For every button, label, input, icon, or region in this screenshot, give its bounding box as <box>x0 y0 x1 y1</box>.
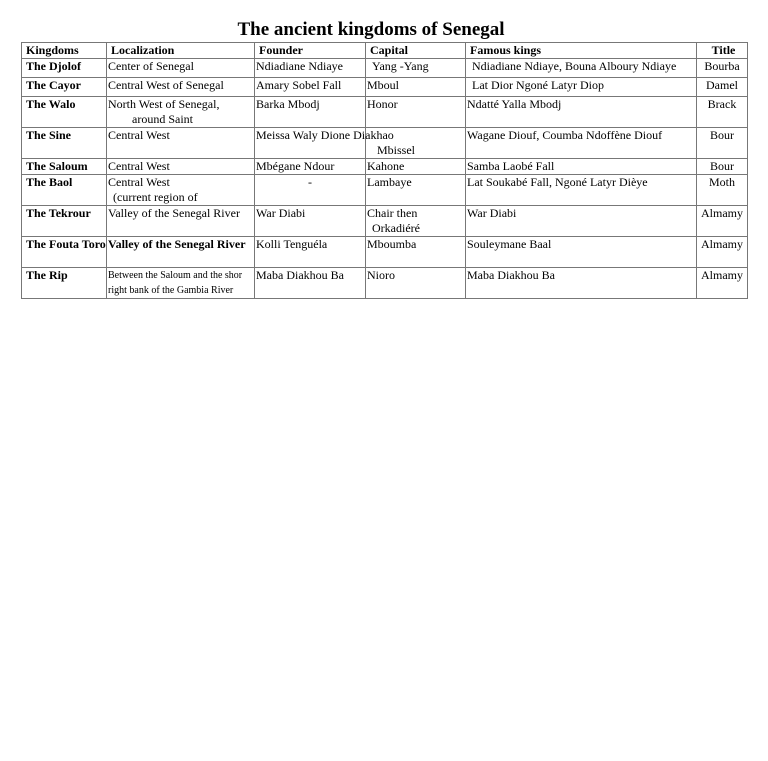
famous-kings-cell <box>466 128 697 159</box>
title-cell: Damel <box>697 78 748 97</box>
capital-line: Mboul <box>367 78 400 92</box>
famous-kings-text: War Diabi <box>467 206 517 220</box>
kingdom-cell: The Tekrour <box>22 206 107 237</box>
kingdom-cell: The Rip <box>22 268 107 299</box>
title-cell: Bourba <box>697 59 748 78</box>
famous-kings-cell <box>466 97 697 128</box>
capital-line: Honor <box>367 97 398 111</box>
capital-cell <box>366 175 466 206</box>
title-cell: Bour <box>697 159 748 175</box>
table-header-row <box>22 43 748 59</box>
table-row <box>22 97 748 128</box>
localization-cell <box>107 237 255 268</box>
capital-cell <box>366 237 466 268</box>
localization-cell <box>107 128 255 159</box>
famous-kings-cell <box>466 268 697 299</box>
title-cell: Almamy <box>697 268 748 299</box>
founder-cell: Amary Sobel Fall <box>255 78 366 97</box>
famous-kings-text: Maba Diakhou Ba <box>467 268 555 282</box>
table-row <box>22 128 748 159</box>
localization-cell <box>107 97 255 128</box>
famous-kings-cell <box>466 78 697 97</box>
kingdom-cell: The Fouta Toro <box>22 237 107 268</box>
famous-kings-cell <box>466 59 697 78</box>
header-kingdoms: Kingdoms <box>22 43 107 59</box>
kingdom-cell: The Baol <box>22 175 107 206</box>
capital-cell <box>366 97 466 128</box>
founder-cell: Barka Mbodj <box>255 97 366 128</box>
localization-line: Central West <box>108 128 170 142</box>
capital-cell <box>366 159 466 175</box>
header-localization: Localization <box>107 43 255 59</box>
founder-cell: Ndiadiane Ndiaye <box>255 59 366 78</box>
localization-cell <box>107 175 255 206</box>
header-capital: Capital <box>366 43 466 59</box>
title-cell: Bour <box>697 128 748 159</box>
capital-line: Orkadiéré <box>372 221 420 235</box>
page-title: The ancient kingdoms of Senegal <box>237 19 505 40</box>
capital-line: Mboumba <box>367 237 417 251</box>
localization-line: Valley of the Senegal River <box>108 237 246 251</box>
capital-cell <box>366 59 466 78</box>
header-title: Title <box>697 43 748 59</box>
kingdom-cell: The Saloum <box>22 159 107 175</box>
founder-cell: Mbégane Ndour <box>255 159 366 175</box>
localization-cell <box>107 159 255 175</box>
localization-line: (current region of <box>113 190 198 204</box>
famous-kings-cell <box>466 175 697 206</box>
title-cell: Moth <box>697 175 748 206</box>
localization-cell <box>107 59 255 78</box>
famous-kings-text: Souleymane Baal <box>467 237 552 251</box>
capital-line: Yang -Yang <box>372 59 429 73</box>
founder-cell: - <box>255 175 366 206</box>
capital-line: Lambaye <box>367 175 412 189</box>
table-row <box>22 78 748 97</box>
header-founder: Founder <box>255 43 366 59</box>
famous-kings-text: Lat Soukabé Fall, Ngoné Latyr Dièye <box>467 175 648 189</box>
localization-line: North West of Senegal, <box>108 97 220 111</box>
title-cell: Almamy <box>697 237 748 268</box>
capital-cell <box>366 206 466 237</box>
localization-line: Valley of the Senegal River <box>108 206 240 220</box>
table-row <box>22 159 748 175</box>
localization-line: Central West <box>108 175 170 189</box>
capital-cell <box>366 268 466 299</box>
localization-line: Central West of Senegal <box>108 78 224 92</box>
capital-line: Nioro <box>367 268 395 282</box>
kingdoms-table <box>21 42 748 299</box>
localization-line: Center of Senegal <box>108 59 194 73</box>
kingdom-cell: The Cayor <box>22 78 107 97</box>
founder-cell: War Diabi <box>255 206 366 237</box>
famous-kings-cell <box>466 237 697 268</box>
famous-kings-text: Ndatté Yalla Mbodj <box>467 97 562 111</box>
famous-kings-cell <box>466 206 697 237</box>
capital-line: Mbissel <box>377 143 416 157</box>
localization-line: around Saint <box>132 112 193 126</box>
header-famous-kings: Famous kings <box>466 43 697 59</box>
localization-cell <box>107 78 255 97</box>
table-row <box>22 59 748 78</box>
kingdom-cell: The Sine <box>22 128 107 159</box>
capital-line: Kahone <box>367 159 405 173</box>
title-cell: Brack <box>697 97 748 128</box>
localization-cell <box>107 268 255 299</box>
capital-line: Chair then <box>367 206 418 220</box>
capital-cell <box>366 78 466 97</box>
table-row <box>22 237 748 268</box>
famous-kings-text: Wagane Diouf, Coumba Ndoffène Diouf <box>467 128 663 142</box>
founder-cell: Kolli Tenguéla <box>255 237 366 268</box>
table-row <box>22 175 748 206</box>
famous-kings-text: Lat Dior Ngoné Latyr Diop <box>472 78 604 92</box>
localization-line: right bank of the Gambia River <box>108 285 234 296</box>
famous-kings-cell <box>466 159 697 175</box>
founder-text: Meissa Waly Dione Diakhao <box>256 128 394 142</box>
kingdom-cell: The Djolof <box>22 59 107 78</box>
founder-cell: Maba Diakhou Ba <box>255 268 366 299</box>
founder-cell <box>255 128 394 159</box>
famous-kings-text: Samba Laobé Fall <box>467 159 555 173</box>
localization-cell <box>107 206 255 237</box>
famous-kings-text: Ndiadiane Ndiaye, Bouna Alboury Ndiaye <box>472 59 677 73</box>
title-cell: Almamy <box>697 206 748 237</box>
table-row <box>22 206 748 237</box>
table-row <box>22 268 748 299</box>
kingdom-cell: The Walo <box>22 97 107 128</box>
localization-line: Between the Saloum and the shor <box>108 270 243 281</box>
localization-line: Central West <box>108 159 170 173</box>
